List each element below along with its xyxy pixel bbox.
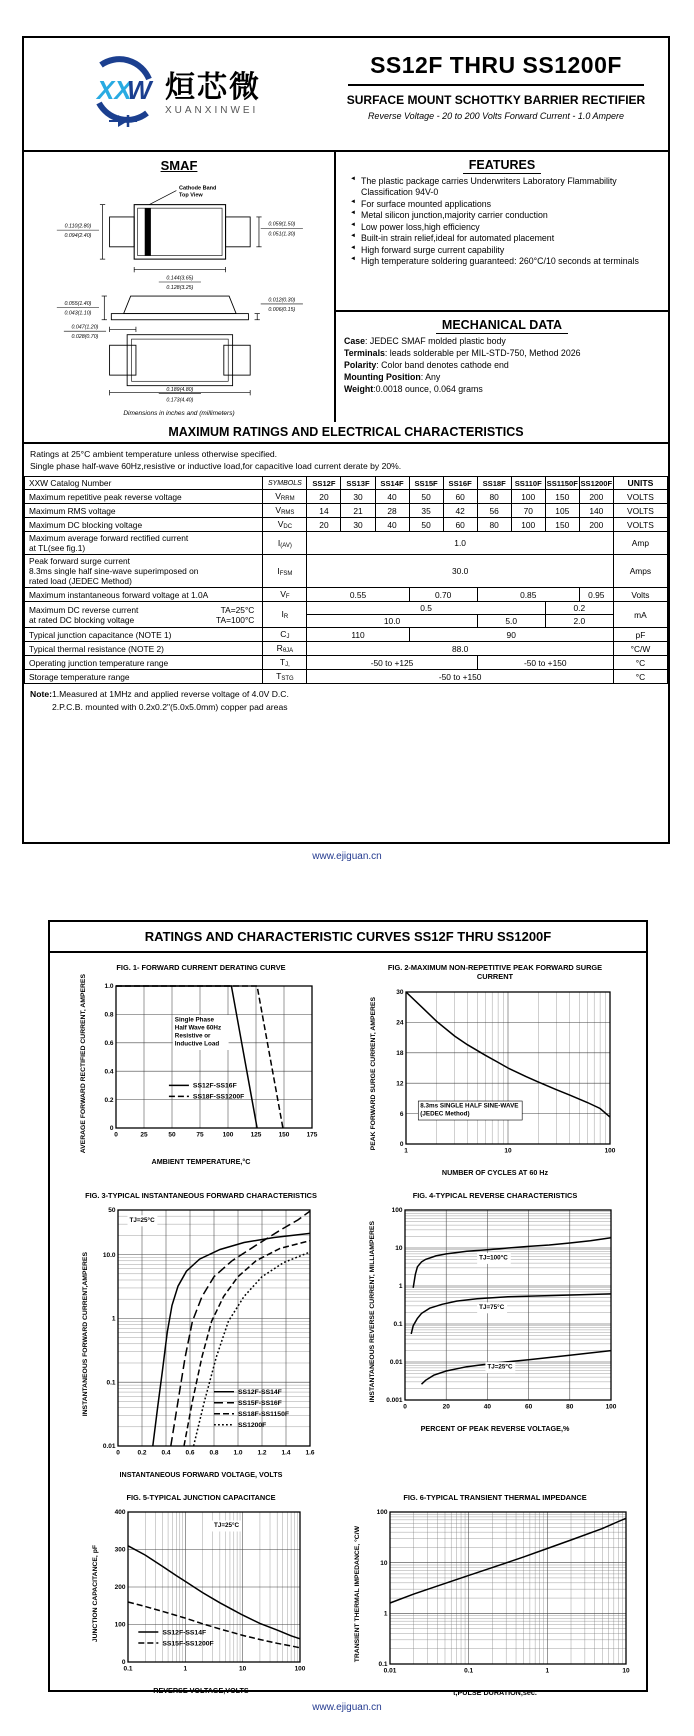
svg-text:1: 1 [398, 1282, 403, 1290]
row-label: Typical thermal resistance (NOTE 2) [25, 642, 263, 656]
figure-1-forward-current-derating [54, 963, 348, 1177]
svg-text:Inductive Load: Inductive Load [174, 1040, 220, 1048]
column-header: UNITS [613, 477, 667, 490]
svg-text:0.128(3.25): 0.128(3.25) [166, 285, 194, 291]
svg-text:0: 0 [399, 1140, 404, 1148]
row-symbol: VF [263, 588, 307, 602]
svg-text:40: 40 [483, 1403, 491, 1411]
row-label: Operating junction temperature range [25, 656, 263, 670]
svg-text:1.6: 1.6 [305, 1449, 315, 1457]
condition-line: Ratings at 25°C ambient temperature unless otherwise specified. [30, 449, 278, 459]
table-cell: 20 [307, 490, 341, 504]
series-line [413, 1238, 611, 1288]
table-row [25, 588, 668, 602]
package-drawing-section [24, 152, 336, 422]
dim-standoff: 0.012(0.30) [268, 297, 296, 304]
table-row [25, 518, 668, 532]
chart-canvas [100, 1504, 310, 1678]
table-header-row [25, 477, 668, 490]
table-cell: 35 [409, 504, 443, 518]
svg-text:TJ=25°C: TJ=25°C [213, 1522, 240, 1529]
table-row [25, 490, 668, 504]
column-header: SS16F [443, 477, 477, 490]
column-header: SYMBOLS [263, 477, 307, 490]
table-cell: 30 [341, 490, 375, 504]
svg-text:100: 100 [391, 1206, 403, 1214]
header [24, 38, 668, 152]
svg-text:Resistive or: Resistive or [174, 1032, 211, 1040]
svg-text:100: 100 [294, 1665, 306, 1673]
svg-text:60: 60 [524, 1403, 533, 1411]
row-unit: VOLTS [613, 518, 667, 532]
doc-subtitle: SURFACE MOUNT SCHOTTKY BARRIER RECTIFIER [346, 93, 646, 107]
svg-text:300: 300 [114, 1546, 126, 1554]
svg-text:0: 0 [403, 1403, 407, 1411]
dim-pad-length: 0.047(1.20) [71, 324, 99, 331]
row-unit: pF [613, 628, 667, 642]
table-cell: 56 [477, 504, 511, 518]
row-label: Maximum RMS voltage [25, 504, 263, 518]
column-header: SS15F [409, 477, 443, 490]
svg-text:10: 10 [622, 1667, 630, 1675]
figure-title: FIG. 5-TYPICAL JUNCTION CAPACITANCE [126, 1492, 276, 1502]
table-cell: 80 [477, 490, 511, 504]
svg-text:75: 75 [196, 1131, 204, 1139]
row-label: Maximum DC blocking voltage [25, 518, 263, 532]
column-header: SS12F [307, 477, 341, 490]
svg-text:10.0: 10.0 [102, 1251, 116, 1259]
svg-text:Half Wave 60Hz: Half Wave 60Hz [174, 1024, 222, 1032]
row-label: Maximum average forward rectified current at TL(see fig.1) [25, 532, 263, 555]
svg-text:1.0: 1.0 [233, 1449, 243, 1457]
table-cell: 50 [409, 490, 443, 504]
title-rule [348, 84, 644, 86]
package-name: SMAF [160, 158, 198, 173]
svg-text:100: 100 [376, 1509, 388, 1517]
svg-text:Top View: Top View [179, 192, 203, 199]
svg-text:0.8: 0.8 [104, 1011, 114, 1019]
column-header: SS18F [477, 477, 511, 490]
svg-text:1: 1 [404, 1147, 408, 1154]
figure-4-reverse-characteristics [348, 1191, 642, 1479]
figure-xlabel: AMBIENT TEMPERATURE,°C [151, 1156, 251, 1166]
column-header: SS13F [341, 477, 375, 490]
package-caption: Dimensions in inches and (millimeters) [123, 410, 235, 417]
row-symbol: TJ, [263, 656, 307, 670]
series-line [128, 1546, 300, 1639]
chart-canvas [88, 978, 322, 1144]
table-cell: 5.0 [477, 615, 545, 628]
row-symbol: IFSM [263, 555, 307, 588]
dim-overall-length: 0.189(4.80) [166, 386, 194, 393]
svg-text:0.1: 0.1 [393, 1320, 403, 1328]
datasheet-page-2 [48, 920, 648, 1697]
svg-text:0.01: 0.01 [383, 1667, 397, 1675]
table-cell: 0.55 [307, 588, 409, 602]
table-cell: 14 [307, 504, 341, 518]
figure-3-forward-characteristics [54, 1191, 348, 1479]
charts-grid [50, 953, 646, 1697]
table-row [25, 504, 668, 518]
figure-xlabel: PERCENT OF PEAK REVERSE VOLTAGE,% [420, 1423, 570, 1433]
chart-canvas [378, 984, 620, 1160]
condition-line: Single phase half-wave 60Hz,resistive or inductive load,for capacitive load current derate by 20%. [30, 461, 402, 472]
row-unit: Amp [613, 532, 667, 555]
chart-canvas [90, 1202, 320, 1462]
table-cell: 50 [409, 518, 443, 532]
feature-item: ◄ Metal silicon junction,majority carrier conduction [350, 210, 660, 221]
table-cell: 0.5 [307, 602, 545, 615]
series-line [390, 1518, 626, 1603]
features-section [336, 152, 668, 312]
svg-text:125: 125 [250, 1131, 262, 1139]
table-cell: 60 [443, 518, 477, 532]
svg-text:0.006(0.15): 0.006(0.15) [268, 306, 296, 313]
table-cell: 30 [341, 518, 375, 532]
chart-canvas [362, 1504, 636, 1680]
svg-text:20: 20 [442, 1403, 450, 1411]
svg-text:0.4: 0.4 [104, 1068, 114, 1076]
series-line [116, 986, 283, 1128]
legend-entry: SS12F-SS16F [192, 1083, 237, 1091]
figure-ylabel: JUNCTION CAPACITANCE, pF [92, 1544, 100, 1643]
row-label: Storage temperature range [25, 670, 263, 684]
cathode-band-callout: Cathode Band [179, 185, 217, 192]
table-row [25, 670, 668, 684]
package-outline-drawing [28, 173, 330, 405]
table-cell: 1.0 [307, 532, 613, 555]
svg-text:0: 0 [116, 1449, 120, 1457]
table-row [25, 532, 668, 555]
row-label: Maximum repetitive peak reverse voltage [25, 490, 263, 504]
svg-text:Single Phase: Single Phase [174, 1016, 214, 1024]
cathode-band [145, 208, 151, 255]
figure-plot [362, 1504, 636, 1685]
figure-plot [88, 978, 322, 1149]
svg-text:10: 10 [395, 1244, 403, 1252]
row-label: Peak forward surge current 8.3ms single half sine-wave superimposed on rated load (JEDEC Method) [25, 555, 263, 588]
mechanical-list [344, 336, 660, 395]
mechanical-heading: MECHANICAL DATA [436, 318, 568, 334]
table-cell: 42 [443, 504, 477, 518]
table-cell: 150 [545, 490, 579, 504]
column-header: SS1200F [580, 478, 613, 488]
row-symbol: VDC [263, 518, 307, 532]
table-cell: 70 [511, 504, 545, 518]
svg-text:50: 50 [168, 1131, 176, 1139]
feature-item: ◄ High forward surge current capability [350, 245, 660, 256]
svg-text:0.1: 0.1 [123, 1665, 133, 1673]
ratings-table-body [25, 490, 668, 684]
svg-text:TJ=25°C: TJ=25°C [129, 1216, 155, 1224]
svg-text:TJ=25°C: TJ=25°C [487, 1363, 513, 1371]
figure-title: FIG. 4-TYPICAL REVERSE CHARACTERISTICS [412, 1190, 578, 1200]
table-cell: 110 [307, 628, 409, 642]
mechanical-item: Terminals: leads solderable per MIL-STD-750, Method 2026 [344, 347, 581, 358]
brand-logo-icon [87, 55, 159, 133]
svg-text:0.4: 0.4 [161, 1449, 171, 1457]
svg-text:0.01: 0.01 [389, 1358, 403, 1366]
dim-body-length: 0.144(3.65) [166, 275, 194, 282]
svg-text:0.1: 0.1 [378, 1661, 388, 1669]
svg-text:1: 1 [545, 1667, 550, 1675]
row-symbol: TSTG [263, 670, 307, 684]
row-unit: °C [613, 656, 667, 670]
curves-heading: RATINGS AND CHARACTERISTIC CURVES SS12F THRU SS1200F [50, 922, 646, 953]
row-unit: °C/W [613, 642, 667, 656]
svg-text:1.4: 1.4 [281, 1449, 291, 1457]
table-cell: 90 [409, 628, 613, 642]
table-row [25, 656, 668, 670]
svg-text:50: 50 [108, 1206, 116, 1214]
feature-item: ◄ Low power loss,high efficiency [350, 222, 660, 233]
svg-text:80: 80 [566, 1403, 574, 1411]
row-label: Maximum instantaneous forward voltage at 1.0A [25, 588, 263, 602]
svg-text:0: 0 [109, 1125, 114, 1133]
figure-title: FIG. 6-TYPICAL TRANSIENT THERMAL IMPEDANCE [403, 1492, 587, 1502]
feature-item: ◄ High temperature soldering guaranteed: 260°C/10 seconds at terminals [350, 256, 660, 267]
figure-ylabel: TRANSIENT THERMAL IMPEDANCE, °C/W [354, 1526, 362, 1663]
table-cell: 0.70 [409, 588, 477, 602]
table-cell: 100 [511, 518, 545, 532]
table-cell: 21 [341, 504, 375, 518]
svg-text:0.6: 0.6 [185, 1449, 195, 1457]
svg-text:0.2: 0.2 [104, 1097, 114, 1105]
features-list [350, 176, 660, 267]
dim-body-height: 0.055(1.40) [64, 300, 92, 307]
svg-text:0.001: 0.001 [386, 1396, 403, 1404]
table-cell: 88.0 [307, 642, 613, 656]
table-cell: 28 [375, 504, 409, 518]
svg-text:0.028(0.70): 0.028(0.70) [71, 334, 99, 341]
figure-xlabel: t,PULSE DURATION,sec. [453, 1688, 537, 1697]
doc-tagline: Reverse Voltage - 20 to 200 Volts Forward Current - 1.0 Ampere [367, 111, 625, 121]
mechanical-item: Case: JEDEC SMAF molded plastic body [344, 336, 506, 346]
svg-text:1: 1 [383, 1610, 388, 1618]
brand-name-cn: 烜芯微 [165, 70, 261, 104]
table-cell: 40 [375, 490, 409, 504]
figure-2-peak-forward-surge [348, 963, 642, 1177]
svg-text:0.051(1.30): 0.051(1.30) [268, 231, 296, 238]
row-unit: Amps [613, 555, 667, 588]
svg-text:100: 100 [114, 1621, 126, 1629]
table-cell: 30.0 [307, 555, 613, 588]
row-unit: Volts [613, 588, 667, 602]
figure-ylabel: AVERAGE FORWARD RECTIFIED CURRENT, AMPERES [80, 974, 88, 1154]
mechanical-item: Polarity: Color band denotes cathode end [344, 359, 509, 370]
table-cell: 20 [307, 518, 341, 532]
legend-entry: SS12F-SS14F [162, 1629, 207, 1637]
row-symbol: VRRM [263, 490, 307, 504]
table-cell: 200 [579, 490, 613, 504]
table-cell: 60 [443, 490, 477, 504]
svg-text:25: 25 [140, 1131, 148, 1139]
svg-text:0.043(1.10): 0.043(1.10) [64, 310, 92, 317]
features-heading: FEATURES [463, 158, 541, 174]
feature-item: ◄ For surface mounted applications [350, 199, 660, 210]
svg-text:8.3ms SINGLE HALF SINE-WAVE: 8.3ms SINGLE HALF SINE-WAVE [420, 1102, 519, 1110]
figure-plot [377, 1202, 621, 1421]
svg-text:1: 1 [111, 1315, 116, 1323]
series-line [421, 1350, 611, 1384]
mechanical-item: Mounting Position: Any [344, 371, 441, 382]
brand-name-en: XUANXINWEI [165, 104, 259, 116]
svg-text:400: 400 [114, 1509, 126, 1517]
table-row [25, 642, 668, 656]
row-label: Maximum DC reverse current TA=25°C at rated DC blocking voltage TA=100°C [25, 602, 263, 628]
table-cell: 40 [375, 518, 409, 532]
table-row [25, 628, 668, 642]
logo-w-text: W [127, 75, 152, 105]
svg-text:0.173(4.40): 0.173(4.40) [166, 397, 194, 404]
footer-url-page2[interactable]: www.ejiguan.cn [312, 1702, 382, 1713]
svg-text:100: 100 [605, 1403, 617, 1411]
series-line [411, 1294, 611, 1334]
svg-text:0.1: 0.1 [106, 1379, 116, 1387]
figure-plot [100, 1504, 310, 1683]
row-unit: VOLTS [613, 490, 667, 504]
figure-5-junction-capacitance [54, 1493, 348, 1697]
svg-text:0.2: 0.2 [137, 1449, 147, 1457]
svg-text:0.01: 0.01 [102, 1442, 116, 1450]
chart-canvas [377, 1202, 621, 1416]
table-cell: 0.2 [545, 602, 613, 615]
figure-plot [378, 984, 620, 1165]
table-cell: 2.0 [545, 615, 613, 628]
figure-xlabel: REVERSE VOLTAGE,VOLTS [153, 1686, 249, 1695]
svg-text:0: 0 [121, 1659, 126, 1667]
svg-text:0.1: 0.1 [464, 1667, 474, 1675]
figure-6-transient-thermal-impedance [348, 1493, 642, 1697]
footer-url-page1[interactable]: www.ejiguan.cn [312, 851, 382, 862]
table-cell: 0.95 [579, 588, 613, 602]
svg-text:18: 18 [396, 1049, 404, 1057]
row-symbol: I(AV) [263, 532, 307, 555]
feature-item: ◄ Built-in strain relief,ideal for automated placement [350, 233, 660, 244]
table-cell: -50 to +125 [307, 656, 477, 670]
page-title: SS12F THRU SS1200F [370, 52, 622, 78]
legend-entry: SS12F-SS14F [237, 1388, 282, 1396]
svg-text:(JEDEC Method): (JEDEC Method) [420, 1110, 470, 1118]
svg-text:1.2: 1.2 [257, 1449, 267, 1457]
svg-text:100: 100 [604, 1147, 616, 1154]
column-header: XXW Catalog Number [25, 477, 263, 490]
svg-text:12: 12 [396, 1079, 404, 1087]
table-cell: 0.85 [477, 588, 579, 602]
legend-entry: SS15F-SS16F [237, 1399, 282, 1407]
svg-text:0.094(2.40): 0.094(2.40) [64, 233, 92, 240]
svg-text:0.8: 0.8 [209, 1449, 219, 1457]
legend-entry: SS1200F [237, 1421, 267, 1429]
svg-text:0.6: 0.6 [104, 1040, 114, 1048]
datasheet-page-1 [22, 36, 670, 844]
ratings-conditions [24, 444, 668, 476]
column-header: SS1150F [546, 478, 578, 488]
table-cell: 10.0 [307, 615, 477, 628]
table-row [25, 602, 668, 615]
svg-text:6: 6 [399, 1110, 404, 1118]
row-symbol: RθJA [263, 642, 307, 656]
row-unit: VOLTS [613, 504, 667, 518]
figure-title: FIG. 1- FORWARD CURRENT DERATING CURVE [116, 963, 286, 972]
ratings-heading: MAXIMUM RATINGS AND ELECTRICAL CHARACTERISTICS [24, 422, 668, 444]
figure-ylabel: INSTANTANEOUS REVERSE CURRENT, MILLIAMPERES [369, 1220, 377, 1402]
row-symbol: VRMS [263, 504, 307, 518]
figure-title: FIG. 2-MAXIMUM NON-REPETITIVE PEAK FORWARD SURGE CURRENT [387, 963, 603, 982]
table-cell: 80 [477, 518, 511, 532]
svg-text:TJ=100°C: TJ=100°C [479, 1254, 508, 1262]
legend-entry: SS18F-SS1150F [237, 1410, 289, 1418]
row-symbol: CJ [263, 628, 307, 642]
figure-title: FIG. 3-TYPICAL INSTANTANEOUS FORWARD CHARACTERISTICS [85, 1190, 317, 1200]
svg-text:1: 1 [183, 1665, 188, 1673]
svg-text:150: 150 [278, 1131, 290, 1139]
feature-item: ◄ The plastic package carries Underwriters Laboratory Flammability Classification 94V-0 [350, 176, 660, 199]
figure-xlabel: INSTANTANEOUS FORWARD VOLTAGE, VOLTS [119, 1469, 283, 1479]
table-cell: 200 [579, 518, 613, 532]
svg-text:TJ=75°C: TJ=75°C [479, 1303, 505, 1311]
svg-text:175: 175 [306, 1131, 318, 1139]
dim-body-width: 0.110(2.80) [64, 223, 92, 230]
table-cell: 100 [511, 490, 545, 504]
svg-text:10: 10 [238, 1665, 247, 1673]
table-cell: 140 [579, 504, 613, 518]
table-cell: -50 to +150 [477, 656, 613, 670]
ratings-notes [24, 684, 668, 718]
row-label: Typical junction capacitance (NOTE 1) [25, 628, 263, 642]
ratings-table-head [25, 477, 668, 490]
svg-text:1.0: 1.0 [104, 983, 114, 991]
figure-ylabel: PEAK FORWARD SURGE CURRENT, AMPERES [370, 997, 378, 1151]
svg-text:10: 10 [380, 1559, 388, 1567]
note-line: Note:1.Measured at 1MHz and applied reverse voltage of 4.0V D.C. [30, 689, 289, 700]
legend-entry: SS15F-SS1200F [162, 1640, 214, 1648]
svg-text:24: 24 [396, 1019, 404, 1027]
logo-xx-text: XX [97, 75, 132, 105]
table-cell: 105 [545, 504, 579, 518]
table-cell: 150 [545, 518, 579, 532]
table-cell: -50 to +150 [307, 670, 613, 684]
legend-entry: SS18F-SS1200F [192, 1094, 245, 1102]
figure-plot [90, 1202, 320, 1467]
column-header: SS14F [375, 477, 409, 490]
table-row [25, 555, 668, 588]
svg-text:10: 10 [504, 1147, 512, 1154]
mechanical-data-section [336, 312, 668, 422]
series-line [128, 1602, 300, 1648]
dim-terminal-width: 0.059(1.50) [268, 221, 296, 228]
figure-xlabel: NUMBER OF CYCLES AT 60 Hz [441, 1167, 549, 1177]
column-header: SS110F [511, 477, 545, 490]
brand-logo [24, 38, 324, 150]
svg-text:0: 0 [114, 1131, 118, 1139]
svg-text:100: 100 [222, 1131, 234, 1139]
row-unit: mA [613, 602, 667, 628]
svg-text:30: 30 [396, 988, 404, 996]
ratings-table [24, 476, 668, 684]
mechanical-item: Weight:0.0018 ounce, 0.064 grams [344, 383, 483, 394]
figure-ylabel: INSTANTANEOUS FORWARD CURRENT,AMPERES [82, 1252, 90, 1417]
note-line: 2.P.C.B. mounted with 0.2x0.2"(5.0x5.0mm) copper pad areas [52, 701, 288, 712]
row-unit: °C [613, 670, 667, 684]
row-symbol: IR [263, 602, 307, 628]
series-line [116, 986, 257, 1128]
svg-text:200: 200 [114, 1584, 126, 1592]
